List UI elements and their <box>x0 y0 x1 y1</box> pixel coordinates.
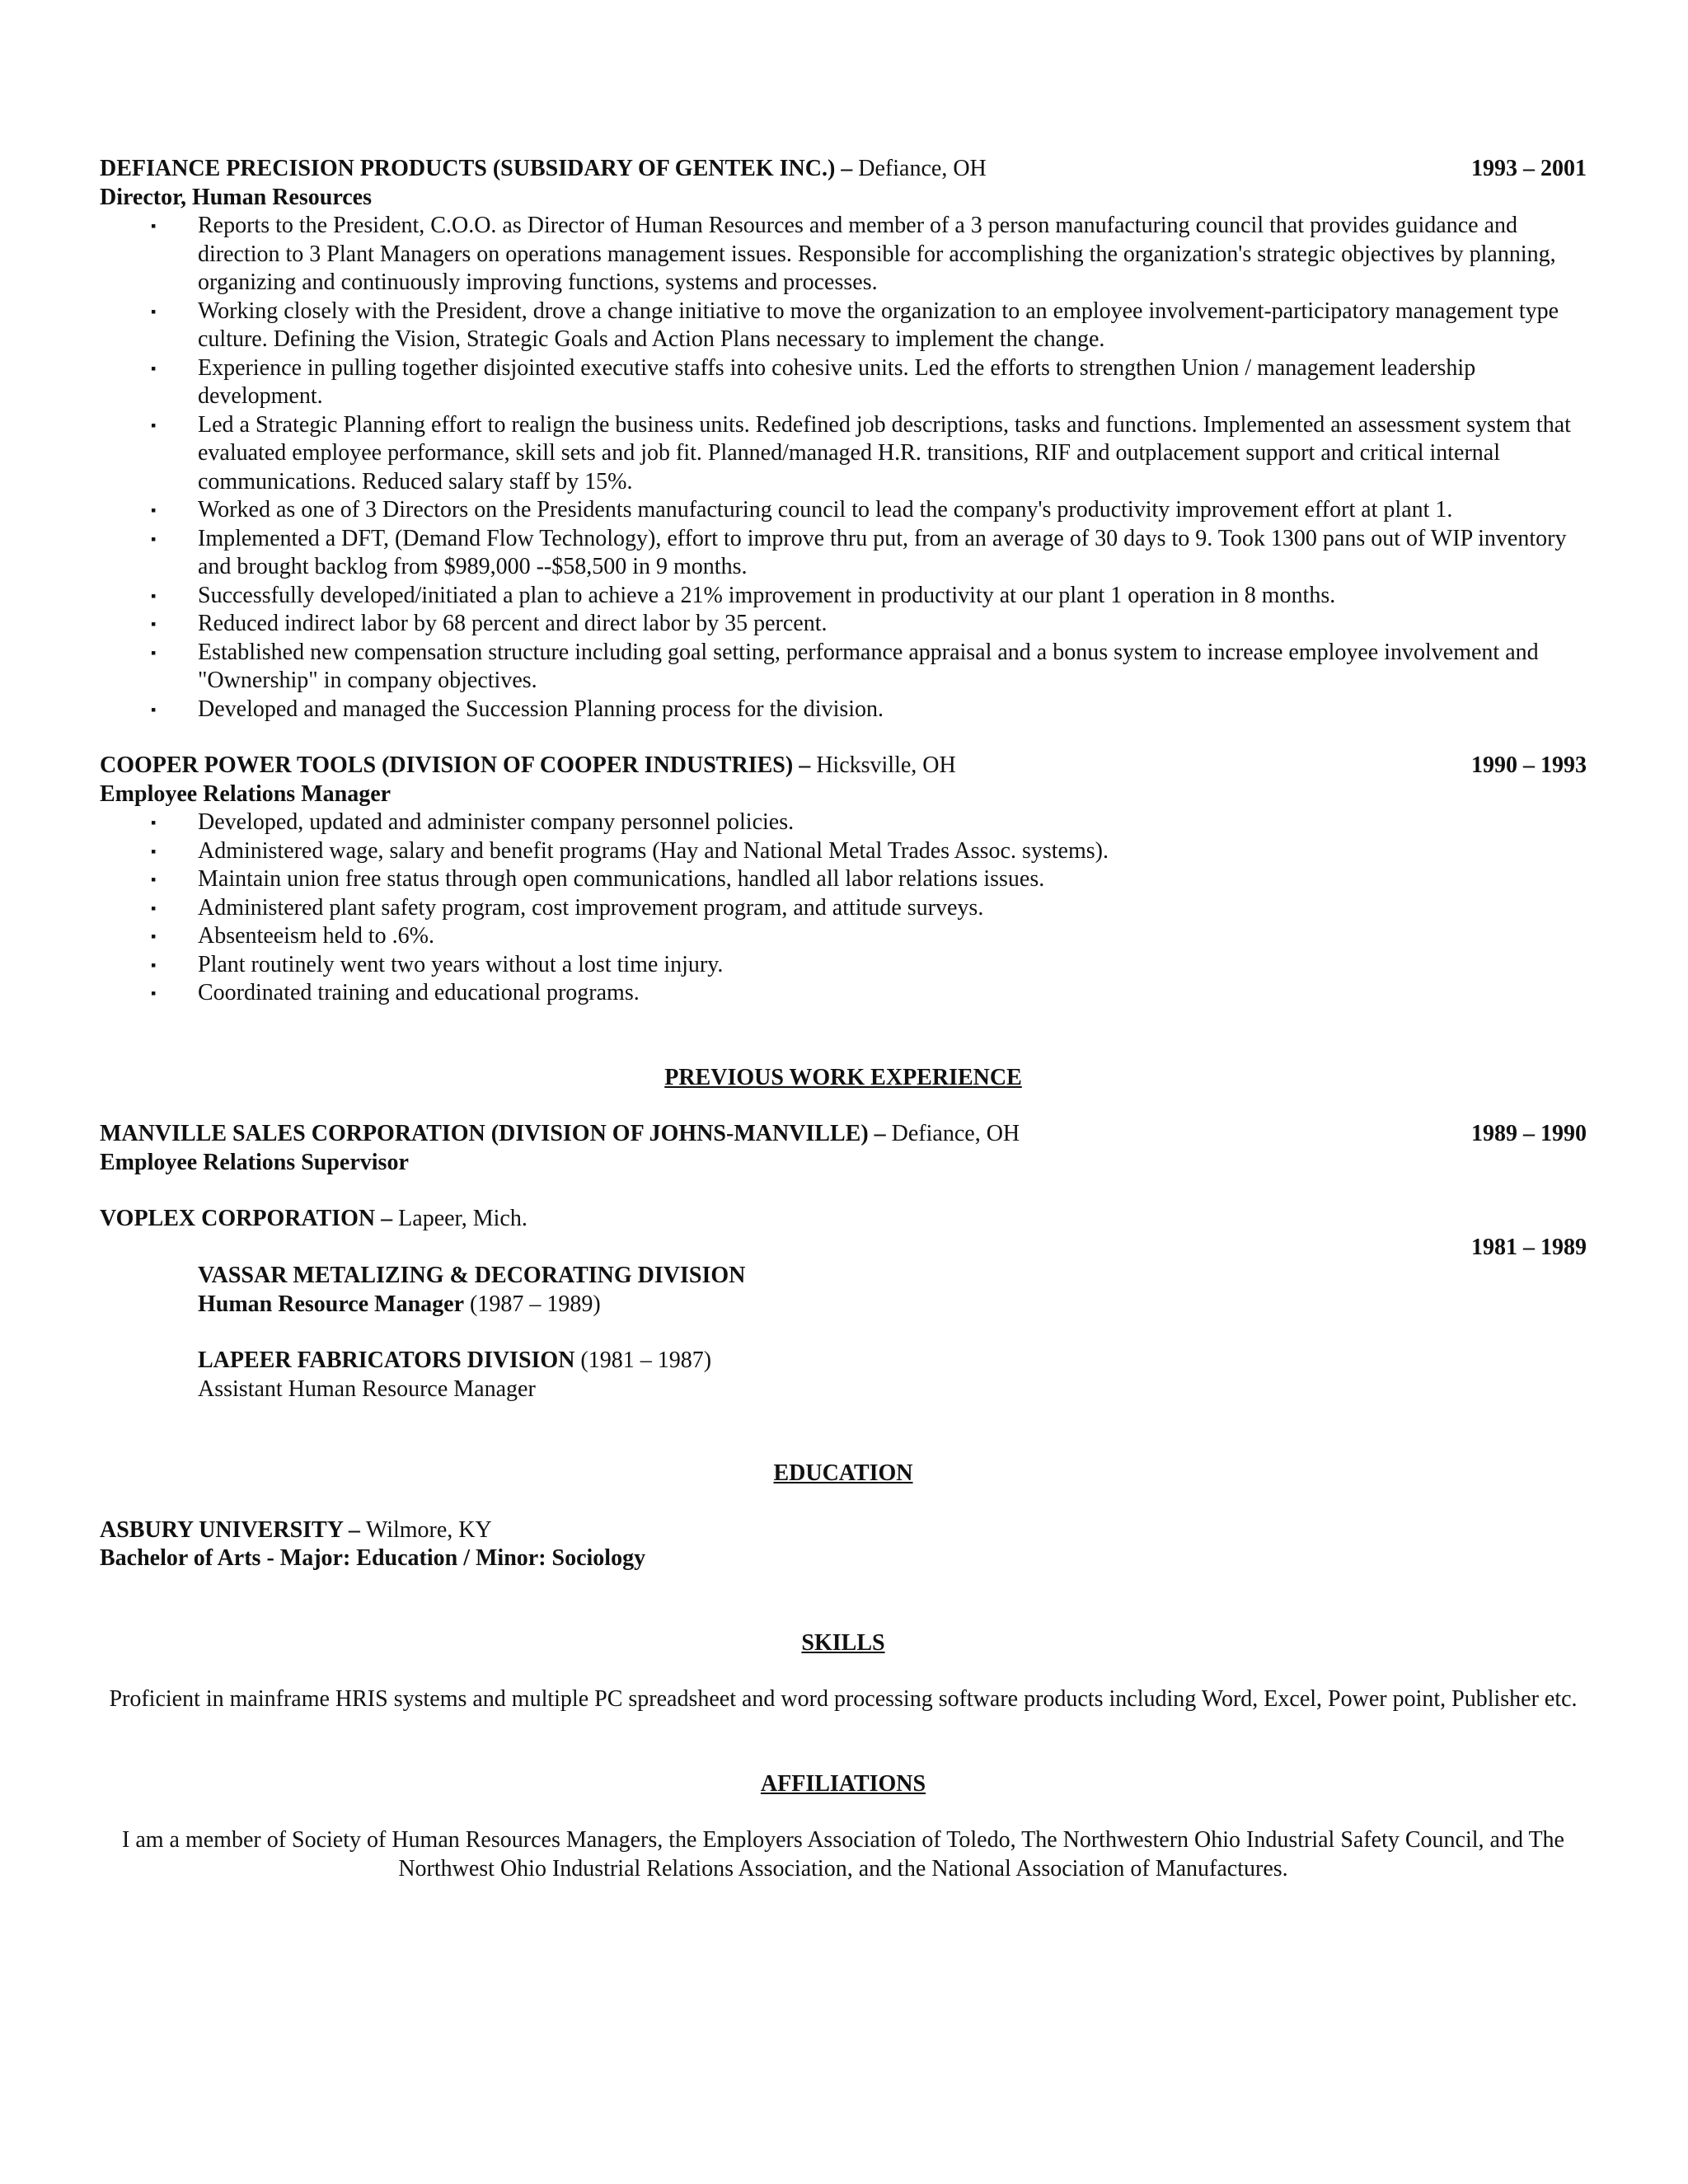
spacer <box>100 1798 1587 1826</box>
job-dates: 1990 – 1993 <box>1471 752 1587 778</box>
bullet-text: Working closely with the President, drove a change initiative to move the organization to an employee involvement-participatory management type culture. Defining the Vision, Strategic Goals and Action Plans necessary to implement the change. <box>198 298 1559 352</box>
bullet-text: Administered plant safety program, cost improvement program, and attitude surveys. <box>198 894 984 921</box>
division-name: LAPEER FABRICATORS DIVISION <box>198 1347 575 1373</box>
job-location: Hicksville, OH <box>816 752 956 778</box>
school-name: ASBURY UNIVERSITY <box>100 1516 343 1543</box>
bullet-item <box>100 922 1587 951</box>
job-header <box>100 155 1587 184</box>
bullet-item <box>100 354 1587 411</box>
spacer <box>100 1573 1587 1629</box>
job-company-line <box>100 752 956 780</box>
bullet-item <box>100 894 1587 923</box>
bullet-marker-icon: ▪ <box>151 218 157 234</box>
job-company: DEFIANCE PRECISION PRODUCTS (SUBSIDARY OF GENTEK INC.) <box>100 156 836 181</box>
bullet-text: Implemented a DFT, (Demand Flow Technology), effort to improve thru put, from an average of 30 days to 9. Took 1300 pans out of WIP inventory and brought backlog from $989,000 --$58,500 in 9 months. <box>198 525 1567 579</box>
bullet-text: Reduced indirect labor by 68 percent and direct labor by 35 percent. <box>198 611 828 636</box>
bullet-item <box>100 865 1587 894</box>
division-heading <box>198 1347 1587 1376</box>
job-dates: 1981 – 1989 <box>1471 1234 1587 1260</box>
bullet-marker-icon: ▪ <box>151 871 157 888</box>
job-company: VOPLEX CORPORATION <box>100 1206 376 1231</box>
job-separator: – <box>375 1206 399 1231</box>
previous-work-section <box>100 1064 1587 1404</box>
job-separator: – <box>868 1121 892 1146</box>
bullet-marker-icon: ▪ <box>151 899 157 916</box>
bullet-marker-icon: ▪ <box>151 502 157 518</box>
spacer <box>100 1092 1587 1120</box>
bullet-text: Worked as one of 3 Directors on the Presidents manufacturing council to lead the company's productivity improvement effort at plant 1. <box>198 497 1453 523</box>
bullet-item <box>100 837 1587 866</box>
job-separator: – <box>835 156 859 181</box>
resume-page <box>100 155 1587 1883</box>
bullet-marker-icon: ▪ <box>151 842 157 860</box>
bullet-marker-icon: ▪ <box>151 644 157 661</box>
spacer <box>100 1657 1587 1685</box>
bullet-marker-icon: ▪ <box>151 587 157 604</box>
division-name: VASSAR METALIZING & DECORATING DIVISION <box>198 1263 746 1288</box>
bullet-item <box>100 808 1587 837</box>
job-dates: 1989 – 1990 <box>1471 1121 1587 1146</box>
bullet-marker-icon: ▪ <box>151 814 157 831</box>
job-company-line <box>100 155 987 184</box>
spacer <box>100 1714 1587 1770</box>
division-lapeer <box>100 1347 1587 1404</box>
bullet-item <box>100 951 1587 980</box>
bullet-marker-icon: ▪ <box>151 302 157 320</box>
bullet-text: Developed, updated and administer company personnel policies. <box>198 809 795 835</box>
job-bullets <box>100 212 1587 724</box>
bullet-item <box>100 212 1587 298</box>
job-cooper <box>100 752 1587 1008</box>
affiliations-text: I am a member of Society of Human Resources Managers, the Employers Association of Toledo, The Northwestern Ohio Industrial Safety Council, and The Northwest Ohio Industrial Relations Association, and the National Association of Manufactures. <box>122 1827 1564 1882</box>
skills-text: Proficient in mainframe HRIS systems and multiple PC spreadsheet and word processing software products including Word, Excel, Power point, Publisher etc. <box>109 1686 1578 1712</box>
job-company: MANVILLE SALES CORPORATION (DIVISION OF JOHNS-MANVILLE) <box>100 1121 869 1146</box>
bullet-text: Coordinated training and educational programs. <box>198 980 640 1005</box>
spacer <box>100 1488 1587 1516</box>
job-header-voplex <box>100 1205 1587 1234</box>
job-title: Director, Human Resources <box>100 184 372 210</box>
skills-section <box>100 1629 1587 1714</box>
bullet-marker-icon: ▪ <box>151 956 157 973</box>
bullet-text: Maintain union free status through open communications, handled all labor relations issues. <box>198 866 1045 892</box>
education-section <box>100 1460 1587 1573</box>
bullet-item <box>100 298 1587 354</box>
bullet-item <box>100 496 1587 525</box>
job-title: Employee Relations Manager <box>100 780 392 807</box>
job-header <box>100 752 1587 780</box>
school-separator: – <box>342 1516 366 1543</box>
job-bullets <box>100 808 1587 1008</box>
bullet-item <box>100 610 1587 639</box>
division-title: Human Resource Manager <box>198 1291 464 1317</box>
division-vassar <box>100 1262 1587 1319</box>
bullet-text: Administered wage, salary and benefit programs (Hay and National Metal Trades Assoc. systems). <box>198 837 1109 864</box>
bullet-text: Established new compensation structure including goal setting, performance appraisal and a bonus system to increase employee involvement and "Ownership" in company objectives. <box>198 639 1539 693</box>
bullet-text: Absenteeism held to .6%. <box>198 923 434 949</box>
division-title: Assistant Human Resource Manager <box>198 1376 536 1402</box>
bullet-marker-icon: ▪ <box>151 701 157 718</box>
bullet-text: Reports to the President, C.O.O. as Director of Human Resources and member of a 3 person manufacturing council that provides guidance and direction to 3 Plant Managers on operations management issues. Responsible for accomplishing the organization's strategic objectives by planning, organizing and continuously improving functions, systems and processes. <box>198 213 1556 295</box>
bullet-text: Successfully developed/initiated a plan to achieve a 21% improvement in productivity at our plant 1 operation in 8 months. <box>198 582 1336 608</box>
job-separator: – <box>793 752 817 778</box>
bullet-text: Led a Strategic Planning effort to realign the business units. Redefined job descriptions, tasks and functions. Implemented an assessment system that evaluated employee performance, skill sets and job fit. Planned/managed H.R. transitions, RIF and outplacement support and critical internal communications. Reduced salary staff by 15%. <box>198 411 1571 494</box>
job-company-line <box>100 1120 1020 1149</box>
affiliations-section <box>100 1770 1587 1884</box>
section-heading-affiliations: AFFILIATIONS <box>760 1770 926 1797</box>
section-heading-previous: PREVIOUS WORK EXPERIENCE <box>664 1064 1022 1090</box>
voplex-dates-row <box>100 1234 1587 1263</box>
job-header-manville <box>100 1120 1587 1149</box>
job-dates: 1993 – 2001 <box>1471 156 1587 181</box>
section-heading-education: EDUCATION <box>773 1460 913 1486</box>
spacer <box>100 1319 1587 1347</box>
bullet-item <box>100 525 1587 582</box>
bullet-item <box>100 639 1587 696</box>
spacer <box>100 724 1587 752</box>
division-role <box>198 1291 1587 1319</box>
spacer <box>100 1404 1587 1460</box>
spacer <box>100 1177 1587 1205</box>
school-location: Wilmore, KY <box>365 1516 492 1543</box>
bullet-marker-icon: ▪ <box>151 530 157 547</box>
bullet-item <box>100 696 1587 724</box>
school-line <box>100 1516 1587 1545</box>
bullet-item <box>100 979 1587 1008</box>
section-heading-skills: SKILLS <box>801 1629 885 1656</box>
spacer <box>100 1008 1587 1064</box>
bullet-marker-icon: ▪ <box>151 616 157 632</box>
job-location: Defiance, OH <box>858 156 987 181</box>
bullet-item <box>100 411 1587 497</box>
division-dates: (1981 – 1987) <box>574 1347 712 1373</box>
bullet-text: Developed and managed the Succession Planning process for the division. <box>198 696 884 722</box>
bullet-marker-icon: ▪ <box>151 985 157 1001</box>
bullet-marker-icon: ▪ <box>151 416 157 434</box>
job-defiance <box>100 155 1587 724</box>
bullet-text: Experience in pulling together disjointed executive staffs into cohesive units. Led the efforts to strengthen Union / management leadership development. <box>198 354 1476 409</box>
job-company: COOPER POWER TOOLS (DIVISION OF COOPER INDUSTRIES) <box>100 752 794 778</box>
degree: Bachelor of Arts - Major: Education / Minor: Sociology <box>100 1545 646 1571</box>
bullet-marker-icon: ▪ <box>151 928 157 944</box>
division-dates: (1987 – 1989) <box>464 1291 601 1317</box>
job-location: Lapeer, Mich. <box>398 1206 528 1231</box>
job-title: Employee Relations Supervisor <box>100 1149 409 1175</box>
bullet-text: Plant routinely went two years without a lost time injury. <box>198 951 724 977</box>
job-location: Defiance, OH <box>891 1121 1020 1146</box>
bullet-item <box>100 582 1587 611</box>
bullet-marker-icon: ▪ <box>151 359 157 377</box>
